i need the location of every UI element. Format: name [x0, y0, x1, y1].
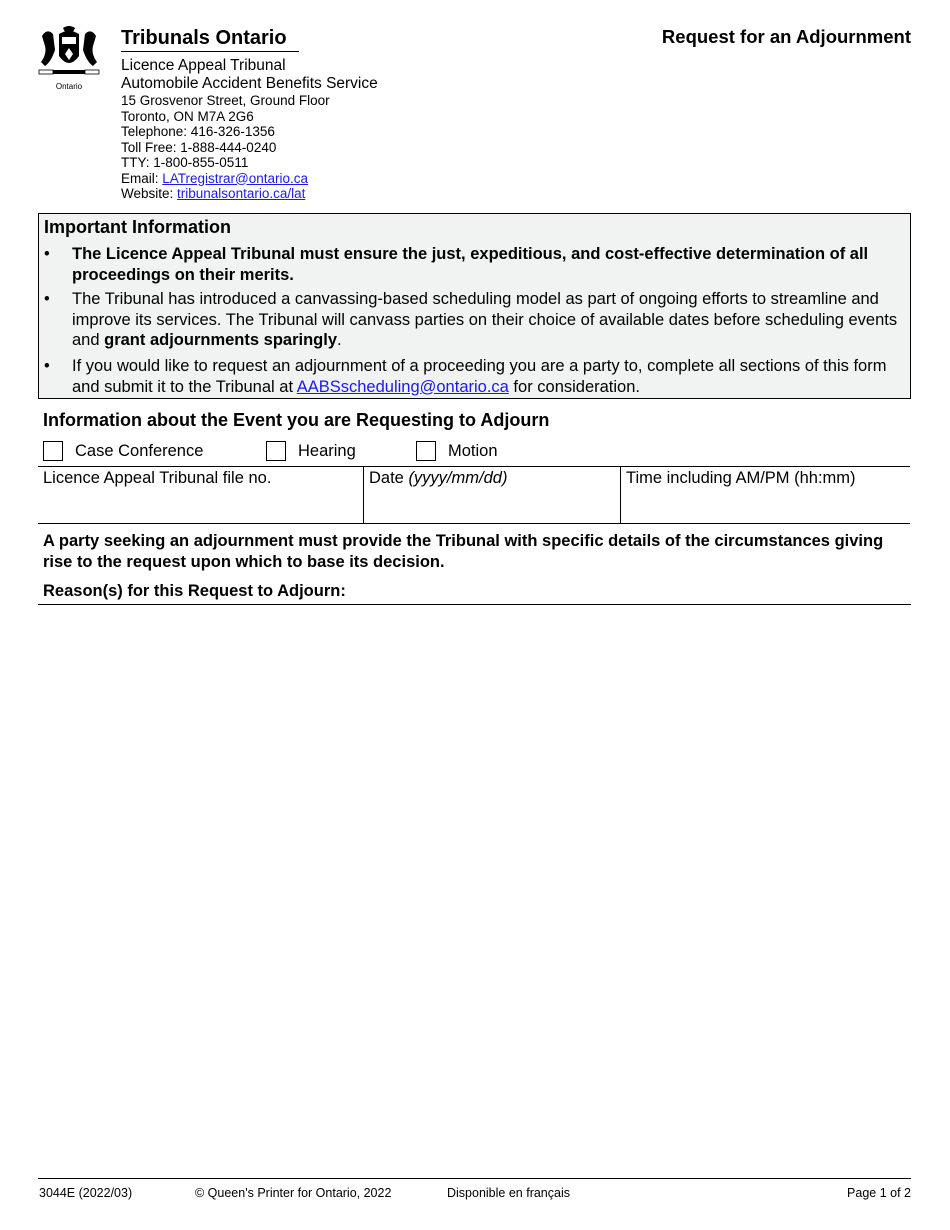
tty: TTY: 1-800-855-0511 — [121, 155, 249, 170]
hearing-label: Hearing — [298, 441, 356, 460]
email-line — [121, 171, 378, 187]
bullet-text-end: for consideration. — [508, 377, 640, 396]
time-field[interactable] — [620, 467, 910, 523]
scheduling-email-link[interactable]: AABSscheduling@ontario.ca — [296, 377, 509, 396]
address-line-2: Toronto, ON M7A 2G6 — [121, 108, 254, 124]
toll-free: Toll Free: 1-888-444-0240 — [121, 139, 277, 155]
website-label: Website: — [121, 186, 178, 201]
bullet-text-part: The Tribunal has introduced a canvassing-based scheduling model as part of ongoing efforts to streamline and improve its services. The Tribunal will canvass parties on their choice of available dates before scheduling events and — [72, 290, 898, 349]
motion-checkbox[interactable] — [416, 441, 436, 461]
reasons-textarea[interactable] — [38, 606, 911, 1166]
website-link[interactable]: tribunalsontario.ca/lat — [177, 186, 306, 201]
address-line-1: 15 Grosvenor Street, Ground Floor — [121, 93, 330, 108]
bullet-text: The Licence Appeal Tribunal must ensure the just, expeditious, and cost-effective determination of all proceedings on their merits. — [72, 245, 869, 284]
case-conference-option[interactable] — [43, 441, 203, 461]
party-instruction: A party seeking an adjournment must provide the Tribunal with specific details of the circumstances giving rise to the request upon which to base its decision. — [43, 532, 884, 571]
event-heading: Information about the Event you are Requesting to Adjourn — [43, 410, 550, 430]
reasons-label: Reason(s) for this Request to Adjourn: — [43, 582, 346, 600]
motion-label: Motion — [448, 441, 498, 460]
date-label: Date — [369, 469, 409, 487]
form-number: 3044E (2022/03) — [39, 1186, 133, 1200]
file-number-field[interactable] — [38, 467, 363, 523]
important-heading: Important Information — [44, 217, 231, 237]
bullet-text-part: If you would like to request an adjournment of a proceeding you are a party to, complete all sections of this form and submit it to the Tribunal at — [72, 357, 887, 396]
bullet-text-bold: grant adjournments sparingly — [104, 331, 337, 349]
website-line — [121, 186, 378, 202]
important-information-box — [38, 213, 911, 399]
tribunal-name: Licence Appeal Tribunal — [121, 57, 286, 74]
bullet-text — [72, 289, 902, 351]
bullet-text-end: . — [337, 331, 342, 349]
bullet-icon: • — [44, 290, 50, 308]
hearing-checkbox[interactable] — [266, 441, 286, 461]
case-conference-checkbox[interactable] — [43, 441, 63, 461]
service-name: Automobile Accident Benefits Service — [121, 75, 378, 92]
logo-caption: Ontario — [55, 82, 83, 91]
email-link[interactable]: LATregistrar@ontario.ca — [162, 170, 309, 186]
date-format-hint: (yyyy/mm/dd) — [408, 469, 508, 487]
bullet-icon: • — [44, 245, 50, 263]
bullet-icon: • — [44, 357, 50, 375]
hearing-option[interactable] — [266, 441, 356, 461]
telephone: Telephone: 416-326-1356 — [121, 124, 275, 139]
file-number-label: Licence Appeal Tribunal file no. — [43, 469, 272, 487]
date-field[interactable] — [363, 467, 620, 523]
case-conference-label: Case Conference — [75, 441, 204, 460]
footer-divider — [38, 1178, 911, 1179]
divider — [38, 604, 911, 605]
org-contact-block — [121, 57, 378, 202]
french-availability: Disponible en français — [447, 1186, 570, 1200]
time-label: Time including AM/PM (hh:mm) — [626, 469, 856, 487]
motion-option[interactable] — [416, 441, 498, 461]
form-title: Request for an Adjournment — [661, 26, 911, 47]
org-title: Tribunals Ontario — [121, 27, 287, 49]
page-number: Page 1 of 2 — [847, 1186, 911, 1200]
copyright: © Queen's Printer for Ontario, 2022 — [195, 1186, 392, 1200]
bullet-text — [72, 356, 902, 397]
divider — [121, 51, 299, 52]
event-details-row — [38, 466, 910, 524]
email-label: Email: — [121, 170, 163, 186]
